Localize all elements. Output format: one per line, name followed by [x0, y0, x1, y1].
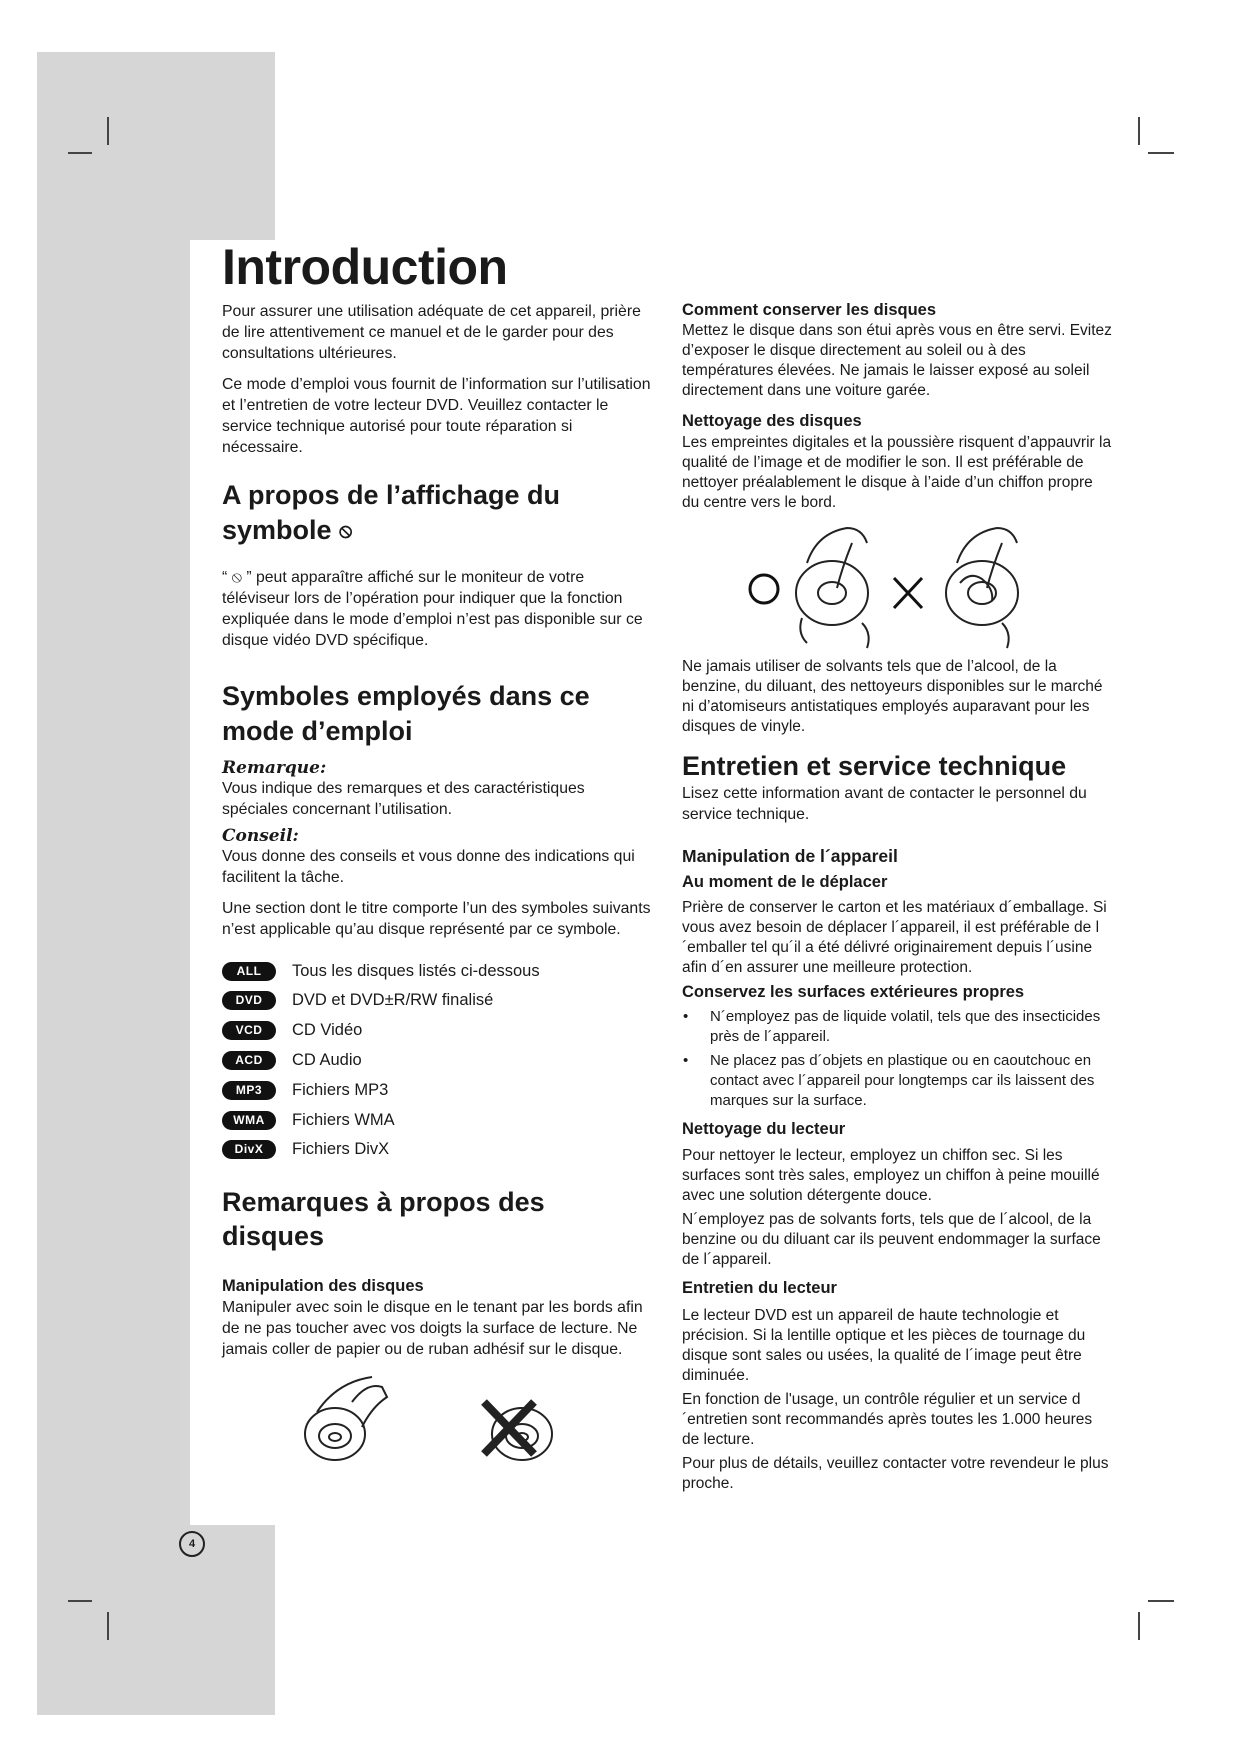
about-symbol-text: “ ⦸ ” peut apparaître affiché sur le moniteur de votre téléviseur lors de l’opération pour indiquer que la fonction expliquée dans le mode d’emploi n’est pas disponible sur ce disque vidéo DVD spécifique. — [222, 569, 643, 650]
conserver-text: Mettez le disque dans son étui après vous en être servi. Evitez d’exposer le disque directement au soleil ou à des températures élevées. Ne jamais le laisser exposé au soleil directement dans une voiture garée. — [682, 322, 1112, 400]
disc-type-badge-icon: MP3 — [222, 1081, 276, 1100]
solvants-text: Ne jamais utiliser de solvants tels que de l’alcool, de la benzine, du diluant, des nettoyeurs disponibles sur le marché ni d’atomiseurs antistatiques employés auparavant pour les disques de vinyle. — [682, 657, 1103, 735]
left-column — [222, 240, 654, 1482]
right-column — [682, 300, 1112, 1504]
disc-cleaning-svg — [682, 523, 1112, 653]
disc-symbol-item — [222, 1105, 654, 1135]
disc-correct-icon — [305, 1377, 387, 1460]
disc-type-badge-icon: DivX — [222, 1140, 276, 1159]
page-number: 4 — [179, 1531, 205, 1557]
surfaces-bullet-item: • Ne placez pas d´objets en plastique ou en caoutchouc en contact avec l´appareil pour longtemps car ils laissent des marques sur la surface. — [682, 1051, 1112, 1111]
disc-symbol-item — [222, 986, 654, 1016]
remarque-text: Vous indique des remarques et des caractéristiques spéciales concernant l’utilisation. — [222, 780, 585, 819]
surfaces-heading: Conservez les surfaces extérieures propres — [682, 982, 1025, 1001]
page-title: Introduction — [222, 239, 508, 295]
intro-paragraph-1: Pour assurer une utilisation adéquate de cet appareil, prière de lire attentivement ce manuel et de le garder pour des consultations ultérieures. — [222, 303, 641, 362]
crop-mark — [1138, 117, 1140, 145]
disc-symbol-label: Fichiers DivX — [292, 1140, 390, 1159]
disc-symbol-list — [222, 956, 654, 1165]
symbols-heading: Symboles employés dans ce mode d’emploi — [222, 681, 590, 746]
entretien-lecteur-p1: Le lecteur DVD est un appareil de haute technologie et précision. Si la lentille optique et les pièces de tournage du disque sont sales ou usées, la qualité de l´image peut être diminuée. — [682, 1306, 1086, 1384]
entretien-lecteur-heading: Entretien du lecteur — [682, 1279, 837, 1298]
about-symbol-heading — [222, 478, 654, 547]
manip-disques-text: Manipuler avec soin le disque en le tenant par les bords afin de ne pas toucher avec vos doigts la surface de lecture. Ne jamais coller de papier ou de ruban adhésif sur le disque. — [222, 1299, 643, 1359]
entretien-lecteur-p2: En fonction de l'usage, un contrôle régulier et un service d´entretien sont recommandés après toutes les 1.000 heures de lecture. — [682, 1390, 1093, 1448]
disc-symbol-item — [222, 1135, 654, 1165]
crop-mark — [68, 152, 92, 154]
disc-handling-svg — [222, 1372, 654, 1482]
conserver-heading: Comment conserver les disques — [682, 301, 937, 319]
entretien-heading: Entretien et service technique — [682, 750, 1067, 781]
intro-paragraph-2: Ce mode d’emploi vous fournit de l’information sur l’utilisation et l’entretien de votre lecteur DVD. Veuillez contacter le service technique autorisé pour toute réparation si nécessaire. — [222, 376, 651, 456]
entretien-lecteur-p3: Pour plus de détails, veuillez contacter votre revendeur le plus proche. — [682, 1454, 1109, 1492]
disc-symbol-item — [222, 1016, 654, 1046]
section-text: Une section dont le titre comporte l’un des symboles suivants n’est applicable qu’au disque représenté par ce symbole. — [222, 900, 651, 939]
disc-type-badge-icon: DVD — [222, 991, 276, 1010]
nettoyage-lecteur-heading: Nettoyage du lecteur — [682, 1120, 846, 1139]
entretien-text: Lisez cette information avant de contacter le personnel du service technique. — [682, 785, 1087, 824]
about-heading-line1: A propos de l’affichage du — [222, 480, 561, 510]
disc-cleaning-illustration — [682, 523, 1112, 653]
surfaces-bullet-list — [682, 1007, 1112, 1111]
crop-mark — [68, 1600, 92, 1602]
prohibited-icon: ⦸ — [339, 519, 353, 542]
remarque-label: Remarque: — [222, 758, 327, 779]
disc-type-badge-icon: VCD — [222, 1021, 276, 1040]
nettoyage-disques-text: Les empreintes digitales et la poussière risquent d’appauvrir la qualité de l’image et de modifier le son. Il est préférable de nettoyer préalablement le disque à l’aide d’un chiffon propre du centre vers le bord. — [682, 433, 1112, 511]
manip-disques-heading: Manipulation des disques — [222, 1276, 424, 1295]
disc-symbol-label: Tous les disques listés ci-dessous — [292, 961, 540, 980]
crop-mark — [107, 1612, 109, 1640]
disc-symbol-label: CD Audio — [292, 1050, 362, 1069]
nettoyage-lecteur-p1: Pour nettoyer le lecteur, employez un chiffon sec. Si les surfaces sont très sales, employez un chiffon à peine mouillé avec une solution détergente douce. — [682, 1147, 1100, 1205]
disc-symbol-item — [222, 1046, 654, 1076]
surfaces-bullet-item: • N´employez pas de liquide volatil, tels que des insecticides près de l´appareil. — [682, 1007, 1112, 1047]
nettoyage-lecteur-p2: N´employez pas de solvants forts, tels que de l´alcool, de la benzine ou du diluant car ils peuvent endommager la surface de l´appareil. — [682, 1211, 1101, 1269]
disc-symbol-item — [222, 1075, 654, 1105]
nettoyage-disques-heading: Nettoyage des disques — [682, 412, 862, 431]
crop-mark — [1148, 1600, 1174, 1602]
incorrect-x-icon — [894, 578, 922, 608]
conseil-text: Vous donne des conseils et vous donne des indications qui facilitent la tâche. — [222, 848, 635, 887]
about-heading-line2: symbole — [222, 514, 332, 545]
disc-incorrect-icon — [484, 1402, 552, 1460]
remarques-heading: Remarques à propos des disques — [222, 1186, 545, 1252]
crop-mark — [1148, 152, 1174, 154]
disc-clean-correct-icon — [796, 528, 869, 648]
disc-type-badge-icon: ACD — [222, 1051, 276, 1070]
disc-symbol-item — [222, 956, 654, 986]
deplacer-heading: Au moment de le déplacer — [682, 873, 888, 892]
disc-symbol-label: CD Vidéo — [292, 1021, 363, 1040]
disc-handling-illustration — [222, 1372, 654, 1482]
conseil-label: Conseil: — [222, 826, 299, 847]
crop-mark — [107, 117, 109, 145]
disc-type-badge-icon: WMA — [222, 1111, 276, 1130]
correct-circle-icon — [750, 575, 778, 603]
disc-symbol-label: Fichiers MP3 — [292, 1080, 389, 1099]
manip-appareil-heading: Manipulation de l´appareil — [682, 846, 898, 867]
disc-type-badge-icon: ALL — [222, 962, 276, 981]
disc-symbol-label: Fichiers WMA — [292, 1110, 395, 1129]
crop-mark — [1138, 1612, 1140, 1640]
disc-clean-incorrect-icon — [946, 528, 1018, 648]
disc-symbol-label: DVD et DVD±R/RW finalisé — [292, 991, 494, 1010]
deplacer-text: Prière de conserver le carton et les matériaux d´emballage. Si vous avez besoin de déplacer l´appareil, il est préférable de l´emballer tel qu´il a été délivré originairement depuis l´usine afin d´en assurer une meilleure protection. — [682, 898, 1107, 976]
